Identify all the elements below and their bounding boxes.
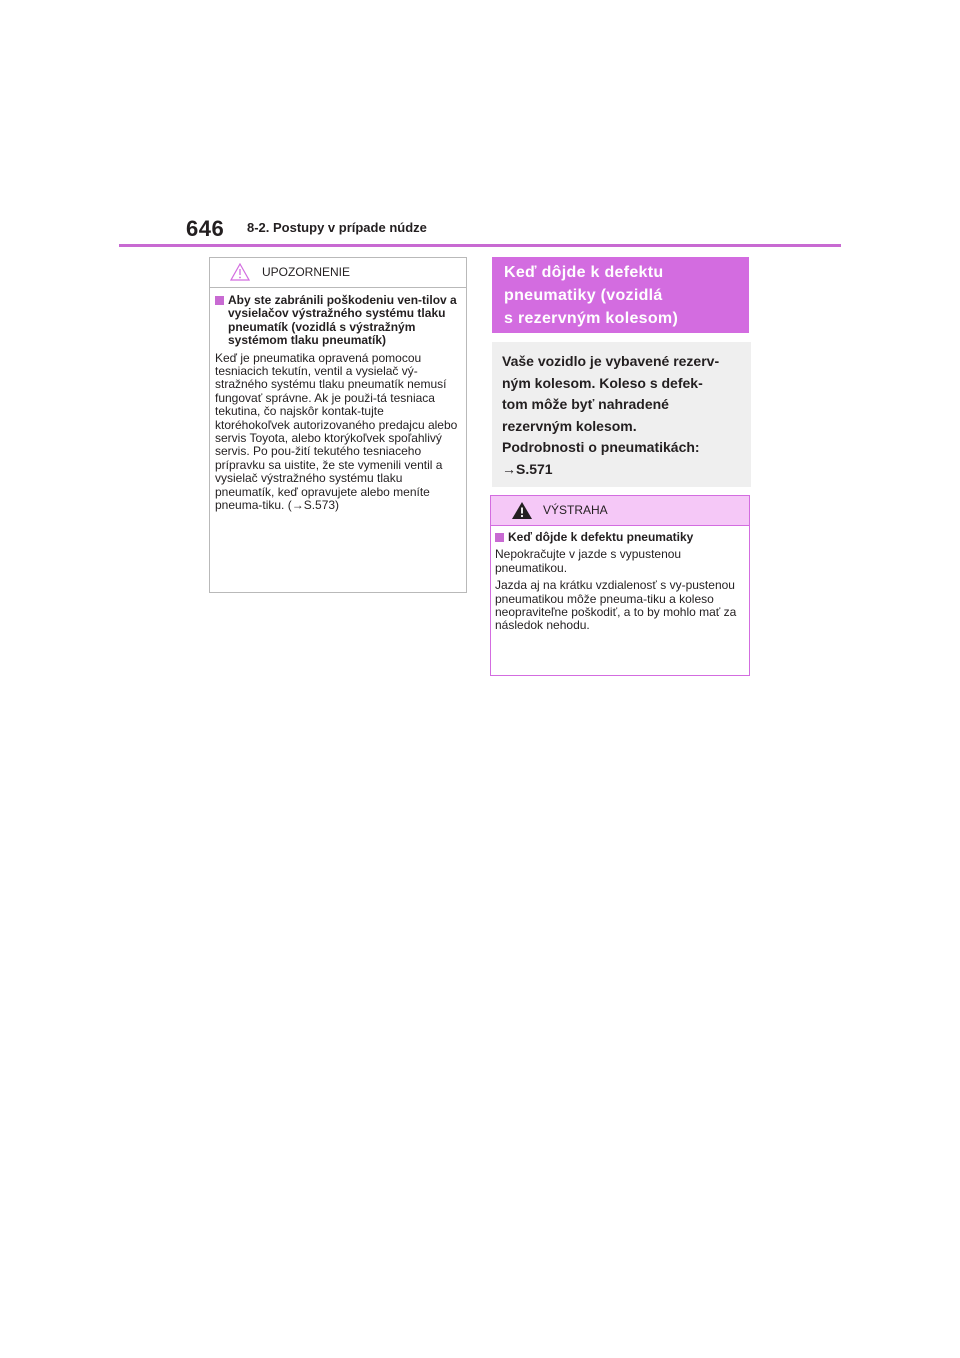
caution-triangle-icon (230, 263, 250, 281)
banner-line: Keď dôjde k defektu (504, 264, 664, 281)
caution-header (210, 258, 466, 288)
warning-paragraph: Nepokračujte v jazde s vypustenou pneumatikou. (495, 547, 682, 575)
info-line: tom môže byť nahradené (502, 396, 669, 412)
warning-header (491, 496, 749, 526)
info-line: Vaše vozidlo je vybavené rezerv- (502, 353, 720, 369)
info-box (492, 342, 751, 487)
caution-paragraph: Keď je pneumatika opravená pomocou tesniacich tekutín, ventil a vysielač vý-stražného systému tlaku pneumatík nemusí fungovať správne. Ak je použi-tá tesniaca tekutina, čo najskôr kontak-tujte ktoréhokoľvek autorizovaného predajcu alebo servis Toyota, alebo ktorýkoľvek spoľahlivý servis. Po pou-žití tekutého tesniaceho prípravku sa uistite, že ste vymenili ventil a vysielač výstražného systému tlaku pneumatík, keď opravujete alebo meníte pneuma-tiku. (→S.573) (215, 350, 458, 513)
caution-body (210, 288, 466, 513)
page-reference-link[interactable]: →S.571 (502, 460, 553, 477)
warning-heading-text: Keď dôjde k defektu pneumatiky (508, 530, 694, 544)
info-line: Podrobnosti o pneumatikách: (502, 439, 700, 455)
caution-heading (215, 294, 461, 348)
warning-box (490, 495, 750, 676)
warning-triangle-icon (511, 501, 533, 520)
info-line: ným kolesom. Koleso s defek- (502, 374, 703, 391)
warning-body (491, 526, 749, 633)
warning-heading (495, 531, 745, 544)
warning-label: VÝSTRAHA (543, 503, 608, 517)
warning-paragraph: Jazda aj na krátku vzdialenosť s vy-pustenou pneumatikou môže pneuma-tiku a koleso neopraviteľne poškodiť, a to by mohlo mať za následok nehodu. (495, 578, 737, 633)
bullet-square-icon (495, 533, 504, 542)
caution-label: UPOZORNENIE (262, 265, 351, 279)
header-rule (119, 244, 841, 247)
caution-heading-text: Aby ste zabránili poškodeniu ven-tilov a vysielačov výstražného systému tlaku pneumatík (vozidlá s výstražným systémom tlaku pneumatík) (228, 293, 457, 348)
caution-box (209, 257, 467, 593)
banner-line: pneumatiky (vozidlá (504, 287, 663, 304)
bullet-square-icon (215, 296, 224, 305)
banner-line: s rezervným kolesom) (504, 310, 679, 327)
page-number: 646 (186, 216, 225, 241)
info-line: rezervným kolesom. (502, 417, 637, 434)
section-title: 8-2. Postupy v prípade núdze (247, 220, 427, 235)
section-banner (492, 257, 749, 333)
